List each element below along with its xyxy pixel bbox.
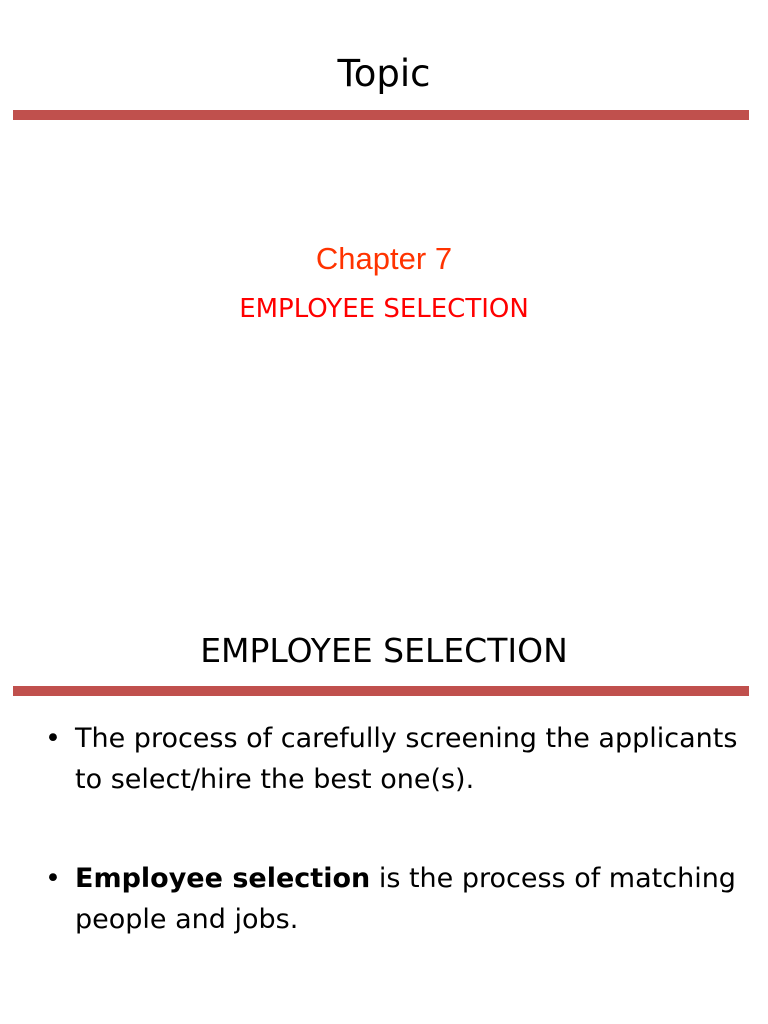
bullet-dot-icon: • [45,723,61,754]
slide-title: Topic [337,52,431,95]
bullet-item [45,858,745,940]
bullet-text: The process of carefully screening the applicants to select/hire the best one(s). [75,723,738,795]
chapter-label: Chapter 7 [315,241,453,276]
chapter-subheading: EMPLOYEE SELECTION [239,294,529,324]
bullet-bold-term: Employee selection [75,863,371,894]
bullet-text: is the process of matching people and jobs. [75,863,736,935]
title-divider [13,686,749,696]
slide-title: EMPLOYEE SELECTION [200,631,568,670]
title-divider [13,110,749,120]
slide-employee-selection [0,576,768,1024]
bullet-dot-icon: • [45,863,61,894]
bullet-list [45,718,745,998]
bullet-item [45,718,745,800]
